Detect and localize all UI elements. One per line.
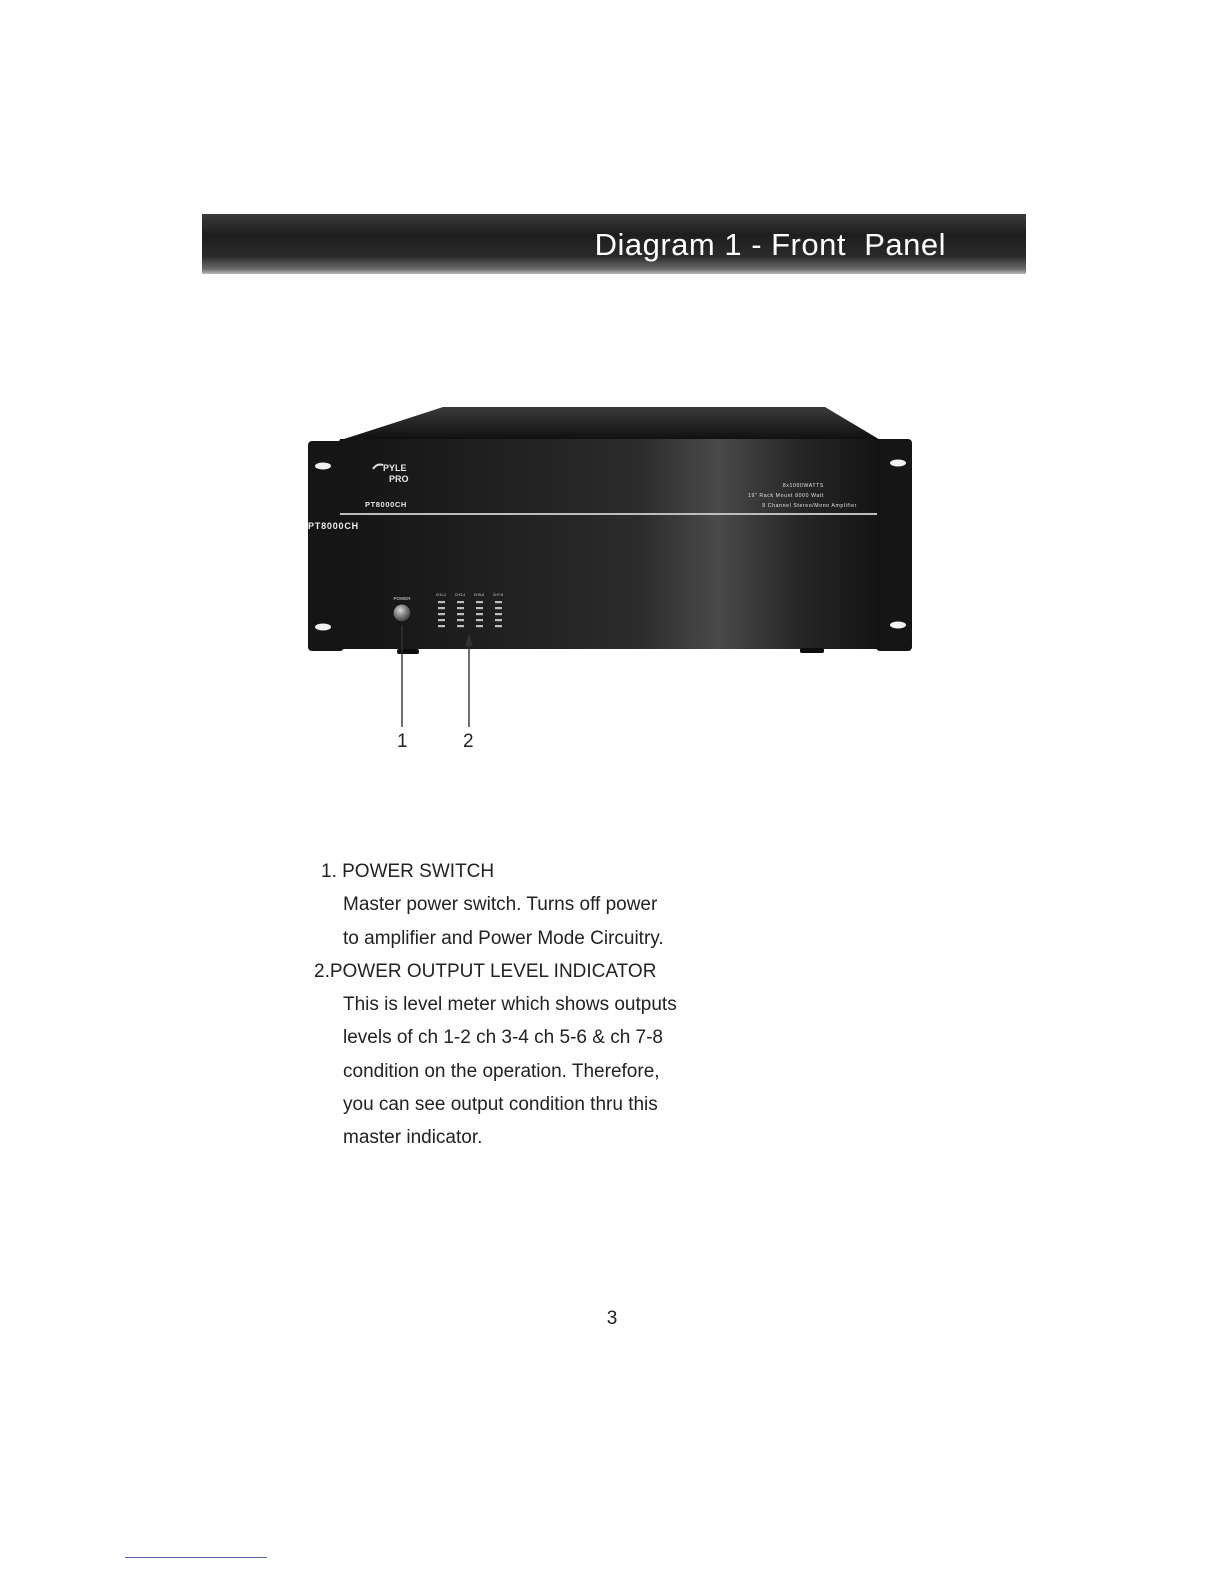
banner-title: Diagram 1 - Front Panel	[594, 227, 946, 262]
spec-line-2: 19" Rack Mount 8000 Watt	[747, 493, 824, 499]
model-label-lower: PT8000CH	[308, 521, 359, 531]
item-1-heading: 1. POWER SWITCH	[321, 861, 495, 882]
feature-descriptions	[314, 855, 841, 1155]
meter-label: CH1-2	[435, 593, 447, 597]
item-1-line: Master power switch. Turns off power	[343, 894, 658, 916]
item-2-line: levels of ch 1-2 ch 3-4 ch 5-6 & ch 7-8	[343, 1027, 663, 1049]
spec-line-3: 8 Channel Stereo/Mono Amplifier	[762, 503, 857, 509]
arrowhead-icon	[465, 634, 473, 646]
item-2-line: master indicator.	[343, 1127, 483, 1149]
spec-line-1: 8x1000WATTS	[782, 483, 824, 489]
footnote-rule	[125, 1557, 267, 1558]
item-2-line: condition on the operation. Therefore,	[343, 1060, 660, 1082]
item-2-line: you can see output condition thru this	[343, 1094, 658, 1116]
brand-name-bottom: PRO	[389, 474, 409, 484]
model-label-upper: PT8000CH	[365, 500, 407, 509]
callout-number-2: 2	[463, 731, 474, 752]
item-1-line: to amplifier and Power Mode Circuitry.	[343, 927, 664, 949]
item-2-heading: 2.POWER OUTPUT LEVEL INDICATOR	[314, 960, 657, 982]
power-label: POWER	[393, 596, 411, 601]
callout-number-1: 1	[397, 731, 408, 752]
meter-label: CH3-4	[454, 593, 466, 597]
item-2-line: This is level meter which shows outputs	[343, 994, 677, 1016]
meter-label: CH5-6	[473, 593, 485, 597]
meter-label: CH7-8	[492, 593, 504, 597]
brand-name-top: PYLE	[383, 463, 407, 473]
page-number: 3	[606, 1308, 618, 1329]
